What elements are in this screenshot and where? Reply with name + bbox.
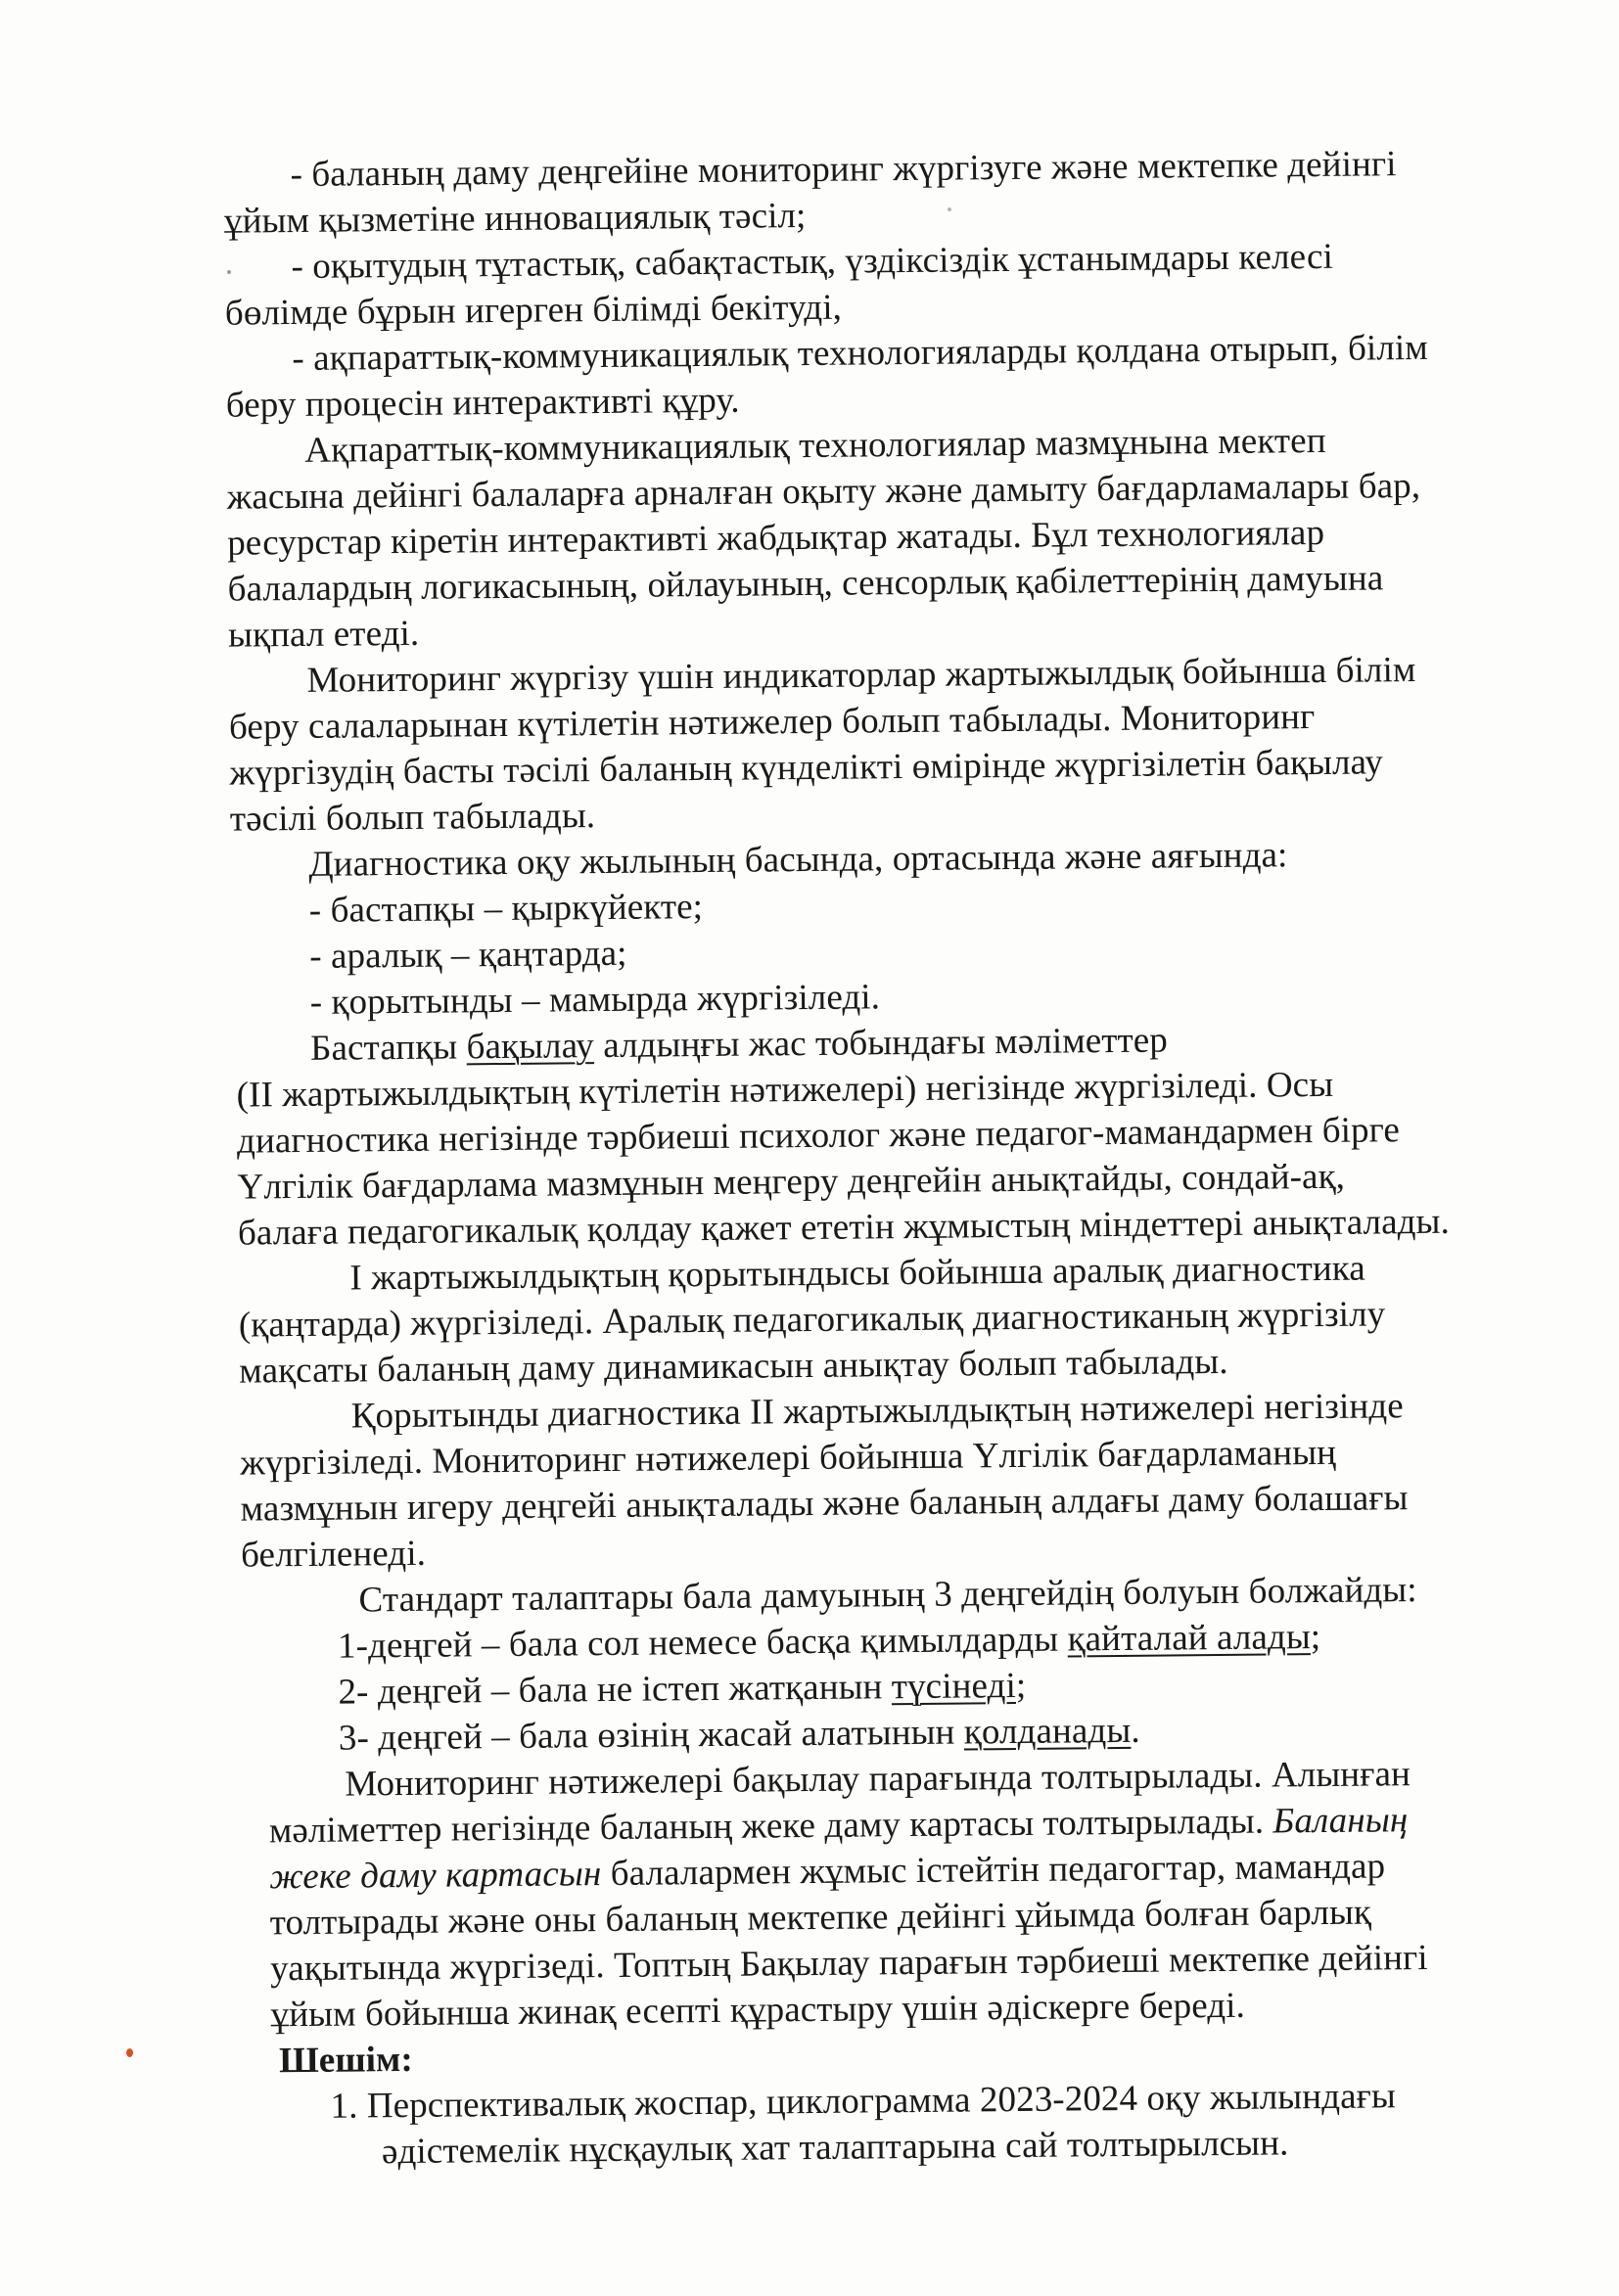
text-line: жүргізіледі. Мониторинг нәтижелері бойынша Үлгілік бағдарламаның <box>240 1432 1337 1484</box>
text-line: беру процесін интерактивті құру. <box>225 380 740 426</box>
text-line: Мониторинг нәтижелері бақылау парағында толтырылады. Алынған <box>345 1754 1411 1805</box>
text-line: ұйым бойынша жинақ есепті құрастыру үшін әдіскерге береді. <box>270 1985 1246 2036</box>
text-line: ұйым қызметіне инновациялық тәсіл; <box>223 195 807 242</box>
text-line: диагностика негізінде тәрбиеші психолог және педагог-мамандармен бірге <box>236 1110 1401 1162</box>
text-segment: 1-деңгей – бала сол немесе басқа қимылдарды <box>337 1619 1068 1667</box>
text-segment: ; <box>1310 1617 1321 1658</box>
text-segment: ; <box>1015 1665 1027 1707</box>
text-line: тәсілі болып табылады. <box>229 796 596 840</box>
text-segment: алдыңғы жас тобындағы мәліметтер <box>593 1020 1169 1067</box>
italic-term: Баланың <box>1272 1800 1409 1842</box>
text-line: Қорытынды диагностика ІІ жартыжылдықтың нәтижелері негізінде <box>350 1386 1404 1437</box>
scan-speck <box>948 207 951 211</box>
text-line: - оқытудың тұтастық, сабақтастық, үздіксіздік ұстанымдары келесі <box>291 236 1334 288</box>
text-line: жүргізудің басты тәсілі баланың күнделікті өмірінде жүргізілетін бақылау <box>229 742 1384 794</box>
text-line: мақсаты баланың даму динамикасын анықтау болып табылады. <box>239 1341 1228 1392</box>
section-heading: Шешім: <box>278 2039 413 2082</box>
list-item: - бастапқы – қыркүйекте; <box>308 887 704 931</box>
text-line: ресурстар кіретін интерактивті жабдықтар жатады. Бұл технологиялар <box>227 512 1325 564</box>
text-line: уақытында жүргізеді. Топтың Бақылау парағын тәрбиеші мектепке дейінгі <box>269 1937 1428 1990</box>
text-line: Диагностика оқу жылының басында, ортасында және аяғында: <box>308 835 1288 885</box>
list-item <box>339 1710 1140 1761</box>
text-line: Стандарт талаптары бала дамуының 3 деңгейдің болуын болжайды: <box>358 1570 1417 1621</box>
text-line: толтырады және оны баланың мектепке дейінгі ұйымда болған барлық <box>269 1892 1372 1944</box>
text-line: Ақпараттық-коммуникациялық технологиялар мазмұнына мектеп <box>304 420 1326 471</box>
text-line: ықпал етеді. <box>227 613 420 656</box>
text-line: балаға педагогикалық қолдау қажет ететін жұмыстың міндеттері анықталады. <box>237 1201 1451 1254</box>
text-segment: 2- деңгей – бала не істеп жатқанын <box>338 1667 893 1713</box>
text-line: - баланың даму деңгейіне мониторинг жүргізуге және мектепке дейінгі <box>290 144 1397 196</box>
underlined-term: түсінеді <box>891 1666 1017 1708</box>
numbered-item-continuation: әдістемелік нұсқаулық хат талаптарына сай толтырылсын. <box>381 2123 1289 2173</box>
text-segment: балалармен жұмыс істейтін педагогтар, мамандар <box>601 1846 1386 1895</box>
text-line: бөлімде бұрын игерген білімді бекітуді, <box>224 287 843 334</box>
text-line: - ақпараттық-коммуникациялық технологияларды қолдана отырып, білім <box>292 327 1428 380</box>
text-line <box>269 1799 1409 1853</box>
scan-speck <box>126 2048 133 2057</box>
text-line: Мониторинг жүргізу үшін индикаторлар жартыжылдық бойынша білім <box>306 650 1416 701</box>
list-item <box>338 1665 1026 1715</box>
text-line: (ІІ жартыжылдықтың күтілетін нәтижелері) негізінде жүргізіледі. Осы <box>236 1064 1334 1116</box>
text-line: жасына дейінгі балаларға арналған оқыту және дамыту бағдарламалары бар, <box>226 465 1421 518</box>
text-line: І жартыжылдықтың қорытындысы бойынша аралық диагностика <box>349 1248 1366 1299</box>
text-line: балалардың логикасының, ойлауының, сенсорлық қабілеттерінің дамуына <box>227 558 1384 610</box>
list-item: - қорытынды – мамырда жүргізіледі. <box>309 977 881 1023</box>
text-line: беру салаларынан күтілетін нәтижелер болып табылады. Мониторинг <box>228 697 1316 748</box>
text-segment: 3- деңгей – бала өзінің жасай алатынын <box>338 1712 965 1759</box>
text-line: мазмұнын игеру деңгейі анықталады және баланың алдағы даму болашағы <box>240 1478 1409 1530</box>
text-segment: . <box>1131 1710 1140 1751</box>
scan-speck <box>227 270 231 274</box>
text-line <box>269 1845 1385 1899</box>
text-line: белгіленеді. <box>240 1533 427 1576</box>
italic-term: жеке даму картасын <box>269 1854 602 1898</box>
text-line <box>310 1019 1168 1070</box>
text-line: Үлгілік бағдарлама мазмұнын меңгеру деңгейін анықтайды, сондай-ақ, <box>237 1156 1346 1208</box>
underlined-term: қолданады <box>963 1710 1132 1753</box>
list-item <box>338 1616 1321 1669</box>
text-segment: Бастапқы <box>309 1027 467 1069</box>
text-segment: мәліметтер негізінде баланың жеке даму картасы толтырылады. <box>268 1801 1273 1852</box>
list-item: - аралық – қаңтарда; <box>309 933 627 977</box>
underlined-term: бақылау <box>466 1026 595 1068</box>
text-line: (қаңтарда) жүргізіледі. Аралық педагогикалық диагностиканың жүргізілу <box>238 1294 1386 1346</box>
underlined-term: қайталай алады <box>1067 1617 1312 1660</box>
numbered-item: 1. Перспективалық жоспар, циклограмма 2023-2024 оқу жылындағы <box>330 2076 1397 2127</box>
